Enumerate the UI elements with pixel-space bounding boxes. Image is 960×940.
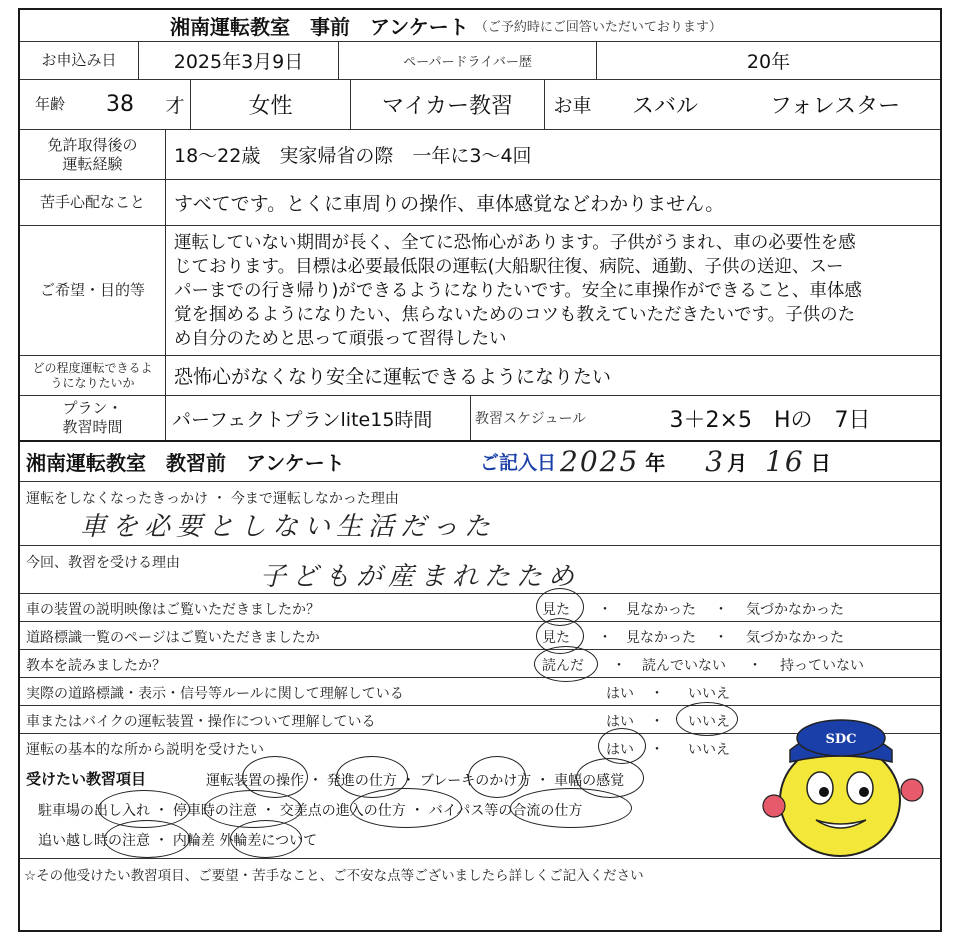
car-label: お車: [544, 80, 600, 129]
survey-title: 湘南運転教室 教習前 アンケート: [26, 451, 345, 475]
mascot-right-eye: [847, 772, 873, 804]
q1-text: 運転をしなくなったきっかけ ・ 今まで運転しなかった理由: [26, 491, 399, 507]
header-row: [20, 10, 940, 42]
question-text: 実際の道路標識・表示・信号等ルールに関して理解している: [26, 686, 404, 702]
option: 気づかなかった: [746, 630, 844, 646]
wishes-line: パーまでの行き帰り)ができるようになりたいです。安全に車操作ができること、車体感: [174, 280, 862, 301]
paper-driver-label: ペーパードライバー歴: [338, 42, 596, 79]
survey-title-row: [20, 442, 940, 482]
question-text: 運転の基本的な所から説明を受けたい: [26, 742, 264, 758]
other-notes-row: [20, 858, 940, 886]
experience-row: [20, 130, 940, 180]
q2-row: [20, 546, 940, 594]
question-text: 車またはバイクの運転装置・操作について理解している: [26, 714, 376, 730]
paper-driver-value: 20年: [596, 42, 940, 79]
apply-date-value: 2025年3月9日: [138, 42, 338, 79]
option: はい: [606, 686, 634, 702]
fill-date-label: ご記入日: [480, 452, 557, 474]
answer-circle: [534, 646, 598, 682]
question-text: 教本を読みましたか？: [26, 658, 166, 674]
age-value: 38: [106, 92, 134, 117]
wishes-label: ご希望・目的等: [39, 281, 145, 300]
plan-row: [20, 396, 940, 442]
q1-row: [20, 482, 940, 546]
question-text: 道路標識一覧のページはご覧いただきましたか: [26, 630, 320, 646]
other-notes-text: ☆その他受けたい教習項目、ご要望・苦手なこと、ご不安な点等ございましたら詳しくご記入ください: [24, 868, 644, 884]
wishes-line: 覚を掴めるようになりたい、焦らないためのコツも教えていただきたいです。子供のた: [174, 304, 856, 325]
car-maker-value: スバル: [631, 94, 698, 119]
question-text: 車の装置の説明映像はご覧いただきましたか？: [26, 602, 320, 618]
option: はい: [606, 714, 634, 730]
experience-label: 免許取得後の 運転経験: [47, 135, 138, 173]
answer-circle: [676, 702, 738, 736]
option: 見た: [542, 602, 570, 618]
q2-text: 今回、教習を受ける理由: [26, 555, 180, 571]
schedule-value: 3＋2×5 Hの 7日: [669, 407, 871, 433]
option: 持っていない: [780, 658, 864, 674]
lesson-items: [20, 762, 760, 866]
mascot-left-eye: [807, 772, 833, 804]
apply-date-label: お申込み日: [41, 51, 117, 70]
option: いいえ: [688, 686, 730, 702]
question-row: 車の装置の説明映像はご覧いただきましたか？ 見た ・ 見なかった ・ 気づかなかった: [20, 594, 940, 622]
lesson-items-line: 追い越し時の注意 ・ 内輪差 外輪差について: [38, 833, 318, 849]
profile-row: [20, 80, 940, 130]
wishes-line: め自分のためと思って頑張って習得したい: [174, 328, 507, 349]
question-row: 道路標識一覧のページはご覧いただきましたか 見た ・ 見なかった ・ 気づかなかった: [20, 622, 940, 650]
mascot-cap-text: SDC: [825, 732, 857, 747]
q1-answer-handwritten: 車を必要としない生活だった: [80, 512, 497, 542]
goal-row: [20, 356, 940, 396]
car-type-value: マイカー教習: [350, 80, 544, 129]
wishes-row: [20, 226, 940, 356]
lesson-items-line: 駐車場の出し入れ ・ 停車時の注意 ・ 交差点の進入の仕方 ・ バイパス等の合流の仕方: [38, 803, 583, 819]
questionnaire-sheet: [18, 8, 942, 932]
mascot-illustration: [742, 710, 932, 860]
gender-value: 女性: [190, 80, 350, 129]
wishes-text: [165, 226, 940, 355]
selection-circle: [510, 788, 632, 828]
weakness-label: 苦手心配なこと: [39, 193, 145, 212]
lesson-items-title: 受けたい教習項目: [26, 770, 147, 788]
apply-row: [20, 42, 940, 80]
option: 見なかった: [626, 602, 696, 618]
option: はい: [606, 742, 634, 758]
age-label: 年齢: [34, 95, 65, 114]
selection-circle: [104, 820, 190, 858]
mascot-right-hand: [901, 779, 923, 801]
mascot-left-pupil: [819, 787, 829, 797]
weakness-row: [20, 180, 940, 226]
experience-value: 18～22歳 実家帰省の際 一年に3～4回: [165, 130, 940, 179]
goal-label: どの程度運転できるよ うになりたいか: [32, 360, 153, 390]
fill-year-unit: 年: [645, 451, 666, 475]
option: 読んでいない: [642, 658, 726, 674]
selection-circle: [468, 756, 526, 798]
fill-day-unit: 日: [810, 451, 831, 475]
q2-answer-handwritten: 子どもが産まれたため: [260, 562, 581, 592]
fill-year-handwritten: 2025: [560, 445, 640, 478]
option: いいえ: [688, 714, 730, 730]
plan-label: プラン・ 教習時間: [62, 399, 123, 436]
question-row: 実際の道路標識・表示・信号等ルールに関して理解している はい ・ いいえ: [20, 678, 940, 706]
question-row: 車またはバイクの運転装置・操作について理解している はい ・ いいえ: [20, 706, 940, 734]
selection-circle: [230, 820, 302, 858]
wishes-line: じております。目標は必要最低限の運転(大船駅往復、病院、通勤、子供の送迎、スー: [174, 256, 844, 277]
option: 見なかった: [626, 630, 696, 646]
schedule-label: 教習スケジュール: [470, 396, 600, 440]
plan-value: パーフェクトプランlite15時間: [165, 396, 470, 440]
weakness-value: すべてです。とくに車周りの操作、車体感覚などわかりません。: [165, 180, 940, 225]
car-model-value: フォレスター: [769, 94, 901, 119]
fill-month-unit: 月: [727, 451, 748, 475]
question-row: 運転の基本的な所から説明を受けたい はい ・ いいえ: [20, 734, 940, 762]
form-title: 湘南運転教室 事前 アンケート: [170, 15, 469, 39]
mascot-svg: [742, 710, 932, 860]
question-row: 教本を読みましたか？ 読んだ ・ 読んでいない ・ 持っていない: [20, 650, 940, 678]
fill-day-handwritten: 16: [765, 445, 805, 478]
lesson-items-line: 運転装置の操作 ・ 発進の仕方 ・ ブレーキのかけ方 ・ 車幅の感覚: [206, 773, 625, 789]
fill-month-handwritten: 3: [705, 445, 724, 478]
age-unit: 才: [165, 95, 185, 117]
selection-circle: [350, 788, 462, 828]
wishes-line: 運転していない期間が長く、全てに恐怖心があります。子供がうまれ、車の必要性を感: [174, 232, 856, 253]
option: 見た: [542, 630, 570, 646]
mascot-right-pupil: [859, 787, 869, 797]
option: 読んだ: [542, 658, 584, 674]
mascot-left-hand: [763, 795, 785, 817]
goal-value: 恐怖心がなくなり安全に運転できるようになりたい: [165, 356, 940, 395]
option: 気づかなかった: [746, 602, 844, 618]
form-note: （ご予約時にご回答いただいております）: [474, 20, 722, 35]
option: いいえ: [688, 742, 730, 758]
